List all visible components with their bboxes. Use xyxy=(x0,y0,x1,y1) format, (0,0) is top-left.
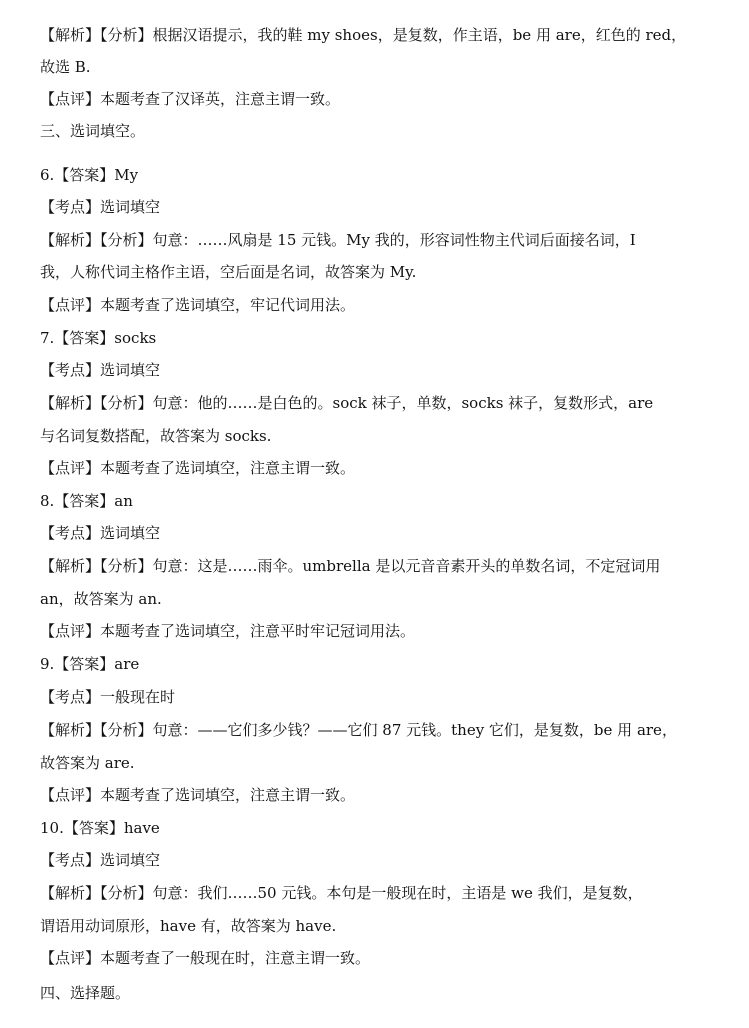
comment-line-6: 【点评】本题考查了选词填空，牢记代词用法。 xyxy=(40,296,356,314)
analysis-line-5-cont: 故选 B. xyxy=(40,58,91,76)
analysis-line-7: 【解析】【分析】句意：他的……是白色的。sock 袜子，单数，socks 袜子，复数形式，are xyxy=(40,394,654,412)
answer-line-9: 9.【答案】are xyxy=(40,655,140,673)
topic-line-7: 【考点】选词填空 xyxy=(40,361,161,379)
answer-line-10: 10.【答案】have xyxy=(40,819,160,837)
answer-line-8: 8.【答案】an xyxy=(40,492,133,510)
analysis-line-10-cont: 谓语用动词原形，have 有，故答案为 have. xyxy=(40,917,337,935)
topic-line-9: 【考点】一般现在时 xyxy=(40,688,176,706)
analysis-line-8-cont: an，故答案为 an. xyxy=(40,590,162,608)
topic-line-8: 【考点】选词填空 xyxy=(40,524,161,542)
analysis-line-7-cont: 与名词复数搭配，故答案为 socks. xyxy=(40,427,272,445)
analysis-line-10: 【解析】【分析】句意：我们……50 元钱。本句是一般现在时，主语是 we 我们，是复数， xyxy=(40,884,643,902)
section-heading-4: 四、选择题。 xyxy=(40,984,131,1002)
section-heading-3: 三、选词填空。 xyxy=(40,122,146,140)
answer-line-7: 7.【答案】socks xyxy=(40,329,157,347)
analysis-line-5: 【解析】【分析】根据汉语提示，我的鞋 my shoes，是复数，作主语，be 用 are，红色的 red， xyxy=(40,26,687,44)
topic-line-6: 【考点】选词填空 xyxy=(40,198,161,216)
analysis-line-9-cont: 故答案为 are. xyxy=(40,754,135,772)
comment-line-8: 【点评】本题考查了选词填空，注意平时牢记冠词用法。 xyxy=(40,622,416,640)
comment-line-7: 【点评】本题考查了选词填空，注意主谓一致。 xyxy=(40,459,356,477)
comment-line-9: 【点评】本题考查了选词填空，注意主谓一致。 xyxy=(40,786,356,804)
analysis-line-9: 【解析】【分析】句意：——它们多少钱？——它们 87 元钱。they 它们，是复数，be 用 are， xyxy=(40,721,677,739)
analysis-line-6-cont: 我，人称代词主格作主语，空后面是名词，故答案为 My. xyxy=(40,263,417,281)
answer-line-6: 6.【答案】My xyxy=(40,166,139,184)
comment-line-10: 【点评】本题考查了一般现在时，注意主谓一致。 xyxy=(40,949,371,967)
analysis-line-6: 【解析】【分析】句意：……风扇是 15 元钱。My 我的，形容词性物主代词后面接名词，I xyxy=(40,231,636,249)
topic-line-10: 【考点】选词填空 xyxy=(40,851,161,869)
comment-line-5: 【点评】本题考查了汉译英，注意主谓一致。 xyxy=(40,90,341,108)
analysis-line-8: 【解析】【分析】句意：这是……雨伞。umbrella 是以元音音素开头的单数名词，不定冠词用 xyxy=(40,557,661,575)
